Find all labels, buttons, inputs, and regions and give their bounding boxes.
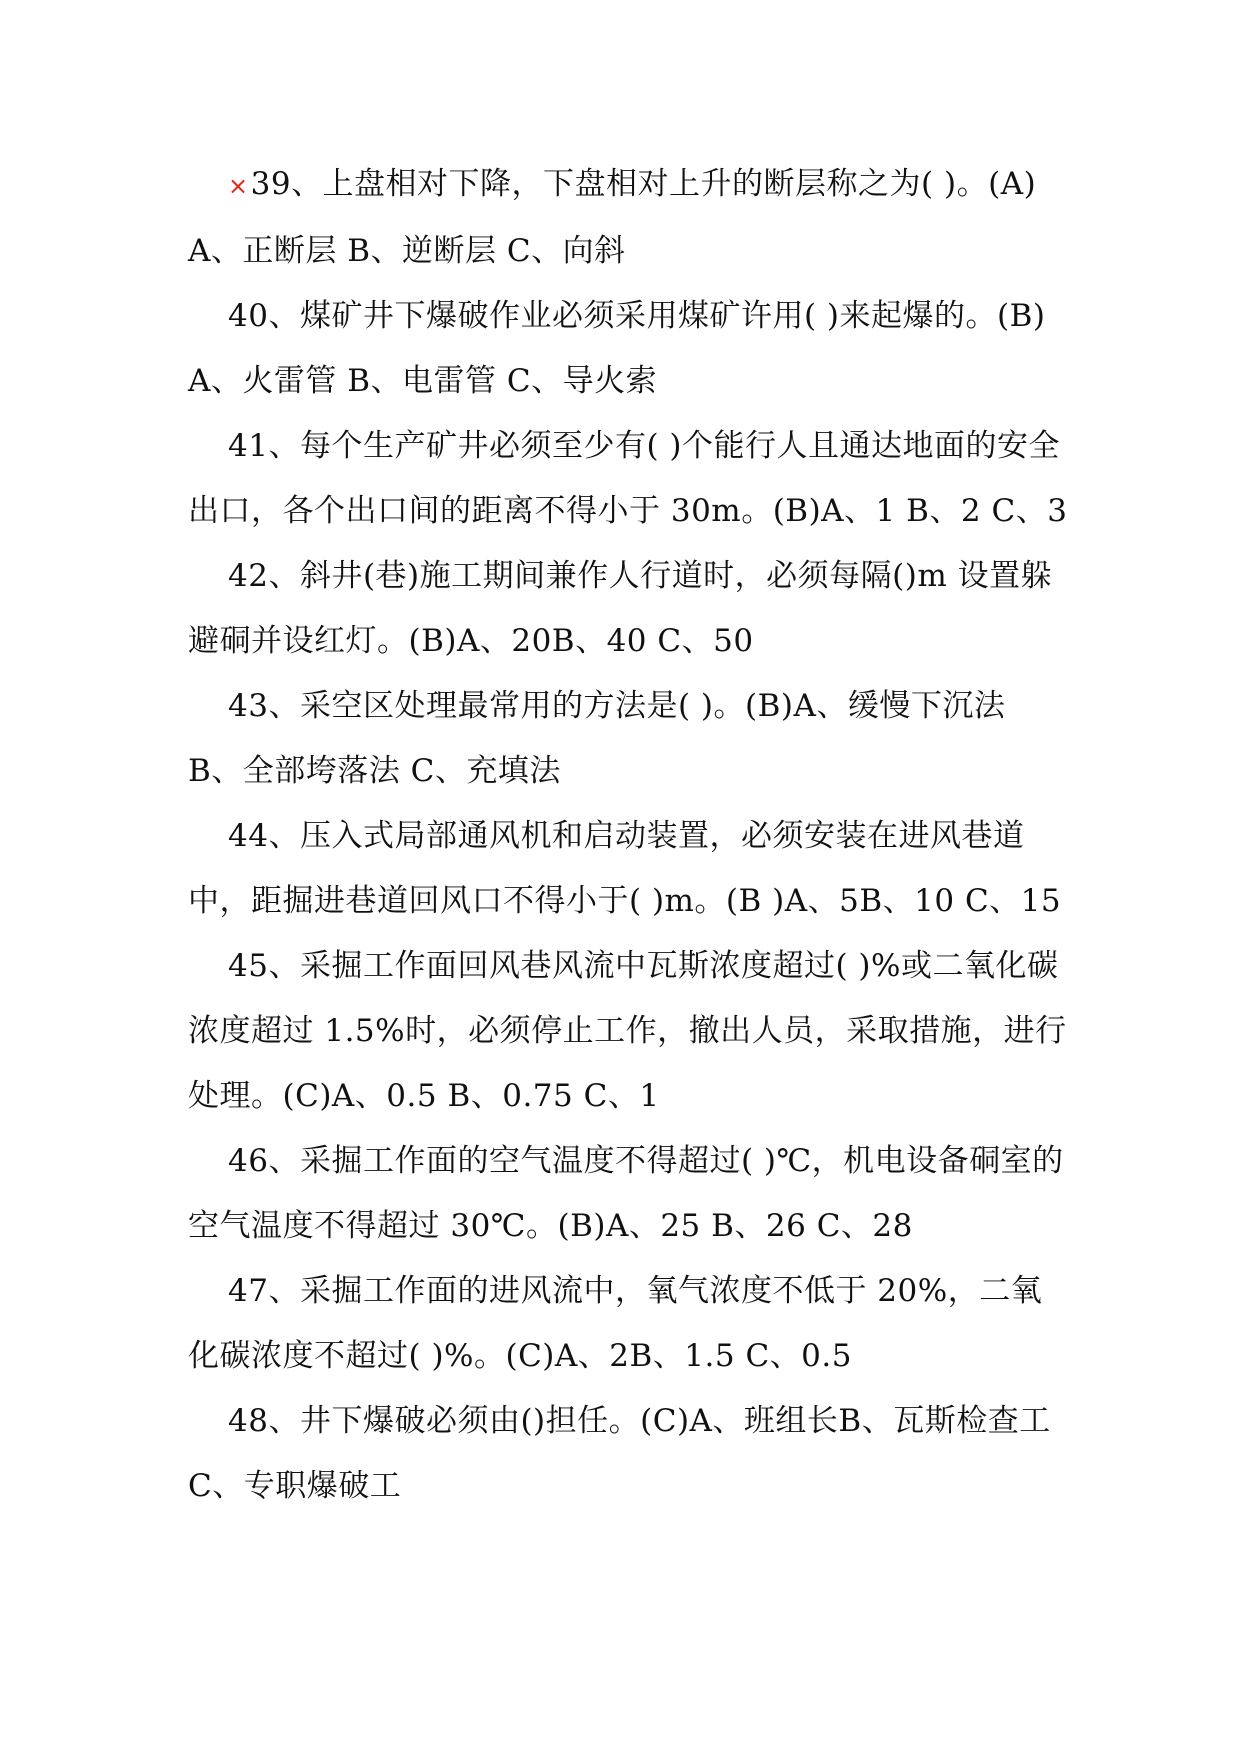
wrong-mark-icon: × bbox=[228, 172, 249, 200]
question-39 bbox=[188, 152, 1068, 284]
question-list bbox=[188, 152, 1068, 1519]
question-text: 48、井下爆破必须由()担任。(C)A、班组长B、瓦斯检查工 C、专职爆破工 bbox=[188, 1403, 1051, 1504]
question-text: 42、斜井(巷)施工期间兼作人行道时，必须每隔()m 设置躲避硐并设红灯。(B)A、20B、40 C、50 bbox=[188, 558, 1053, 659]
question-text: 44、压入式局部通风机和启动装置，必须安装在进风巷道中，距掘进巷道回风口不得小于( )m。(B )A、5B、10 C、15 bbox=[188, 818, 1062, 919]
question-46 bbox=[188, 1129, 1068, 1259]
question-48 bbox=[188, 1389, 1068, 1519]
question-text: 47、采掘工作面的进风流中，氧气浓度不低于 20%，二氧化碳浓度不超过( )%。(C)A、2B、1.5 C、0.5 bbox=[188, 1273, 1043, 1374]
question-text: 41、每个生产矿井必须至少有( )个能行人且通达地面的安全出口，各个出口间的距离不得小于 30m。(B)A、1 B、2 C、3 bbox=[188, 428, 1068, 529]
question-47 bbox=[188, 1259, 1068, 1389]
question-45 bbox=[188, 934, 1068, 1129]
question-44 bbox=[188, 804, 1068, 934]
question-42 bbox=[188, 544, 1068, 674]
question-text: 40、煤矿井下爆破作业必须采用煤矿许用( )来起爆的。(B)A、火雷管 B、电雷管 C、导火索 bbox=[188, 298, 1046, 399]
question-43 bbox=[188, 674, 1068, 804]
question-40 bbox=[188, 284, 1068, 414]
question-text: 45、采掘工作面回风巷风流中瓦斯浓度超过( )%或二氧化碳浓度超过 1.5%时，必须停止工作，撤出人员，采取措施，进行处理。(C)A、0.5 B、0.75 C、1 bbox=[188, 948, 1067, 1114]
question-text: 43、采空区处理最常用的方法是( )。(B)A、缓慢下沉法 B、全部垮落法 C、充填法 bbox=[188, 688, 1006, 789]
question-text: 46、采掘工作面的空气温度不得超过( )℃，机电设备硐室的空气温度不得超过 30℃。(B)A、25 B、26 C、28 bbox=[188, 1143, 1064, 1244]
question-41 bbox=[188, 414, 1068, 544]
question-text: 39、上盘相对下降，下盘相对上升的断层称之为( )。(A)A、正断层 B、逆断层 C、向斜 bbox=[188, 166, 1037, 269]
